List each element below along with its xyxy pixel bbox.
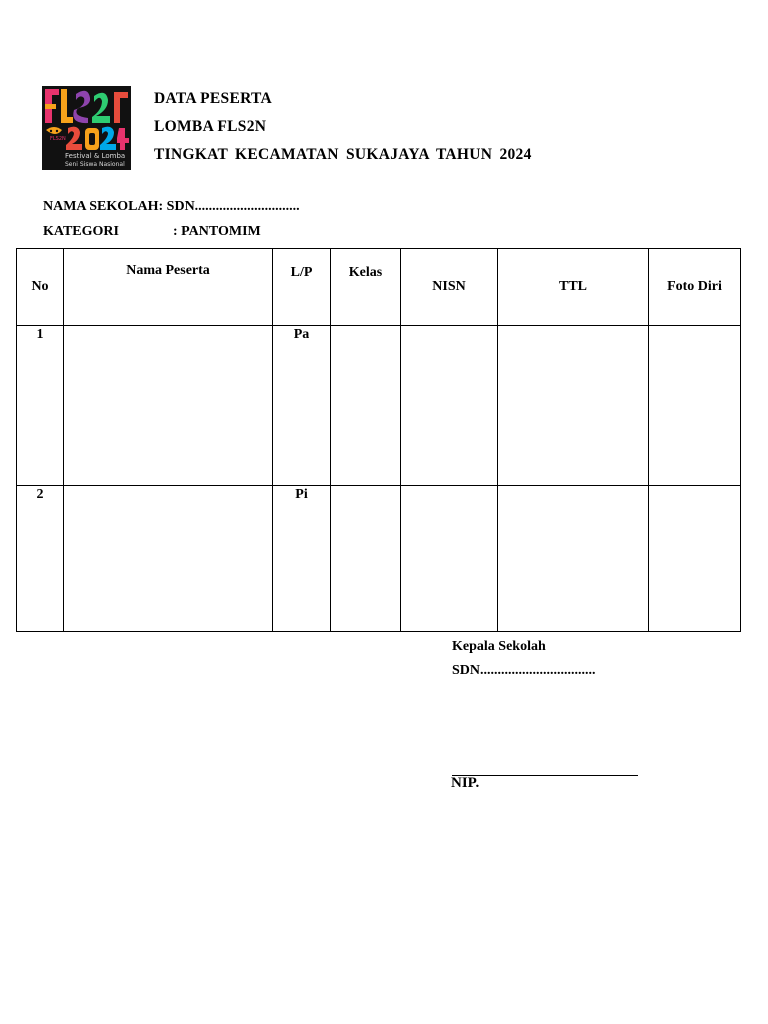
participant-table — [16, 248, 741, 632]
col-header-nisn: NISN — [401, 249, 498, 326]
signature-school: SDN................................. — [452, 663, 596, 678]
school-name-field: NAMA SEKOLAH: SDN.............................. — [43, 199, 300, 214]
cell-foto — [649, 486, 741, 632]
table-row — [17, 326, 741, 486]
signature-title: Kepala Sekolah — [452, 639, 546, 654]
signature-nip: NIP. — [451, 775, 480, 791]
table-header-row — [17, 249, 741, 326]
logo-caption-line2: Seni Siswa Nasional — [65, 161, 125, 168]
cell-lp: Pa — [273, 326, 331, 486]
cell-no: 1 — [17, 326, 64, 486]
cell-foto — [649, 326, 741, 486]
cell-nisn — [401, 486, 498, 632]
col-header-ttl: TTL — [498, 249, 649, 326]
header-title-lomba: LOMBA FLS2N — [154, 118, 267, 135]
category-value: : PANTOMIM — [173, 224, 261, 239]
cell-kelas — [331, 486, 401, 632]
logo-caption-line1: Festival & Lomba — [65, 152, 126, 160]
cell-nama — [64, 326, 273, 486]
col-header-kelas: Kelas — [331, 249, 401, 326]
svg-text:FLS2N: FLS2N — [50, 136, 66, 142]
col-header-nama-peserta: Nama Peserta — [64, 249, 273, 326]
cell-ttl — [498, 326, 649, 486]
cell-no: 2 — [17, 486, 64, 632]
col-header-foto-diri: Foto Diri — [649, 249, 741, 326]
header-title-data-peserta: DATA PESERTA — [154, 90, 273, 107]
cell-nama — [64, 486, 273, 632]
col-header-no: No — [17, 249, 64, 326]
fls2n-logo — [42, 86, 131, 170]
cell-ttl — [498, 486, 649, 632]
cell-lp: Pi — [273, 486, 331, 632]
cell-nisn — [401, 326, 498, 486]
category-label: KATEGORI — [43, 224, 119, 239]
table-row — [17, 486, 741, 632]
header-title-tingkat: TINGKAT KECAMATAN SUKAJAYA TAHUN 2024 — [154, 146, 532, 163]
cell-kelas — [331, 326, 401, 486]
signature-line — [452, 775, 638, 776]
col-header-lp: L/P — [273, 249, 331, 326]
